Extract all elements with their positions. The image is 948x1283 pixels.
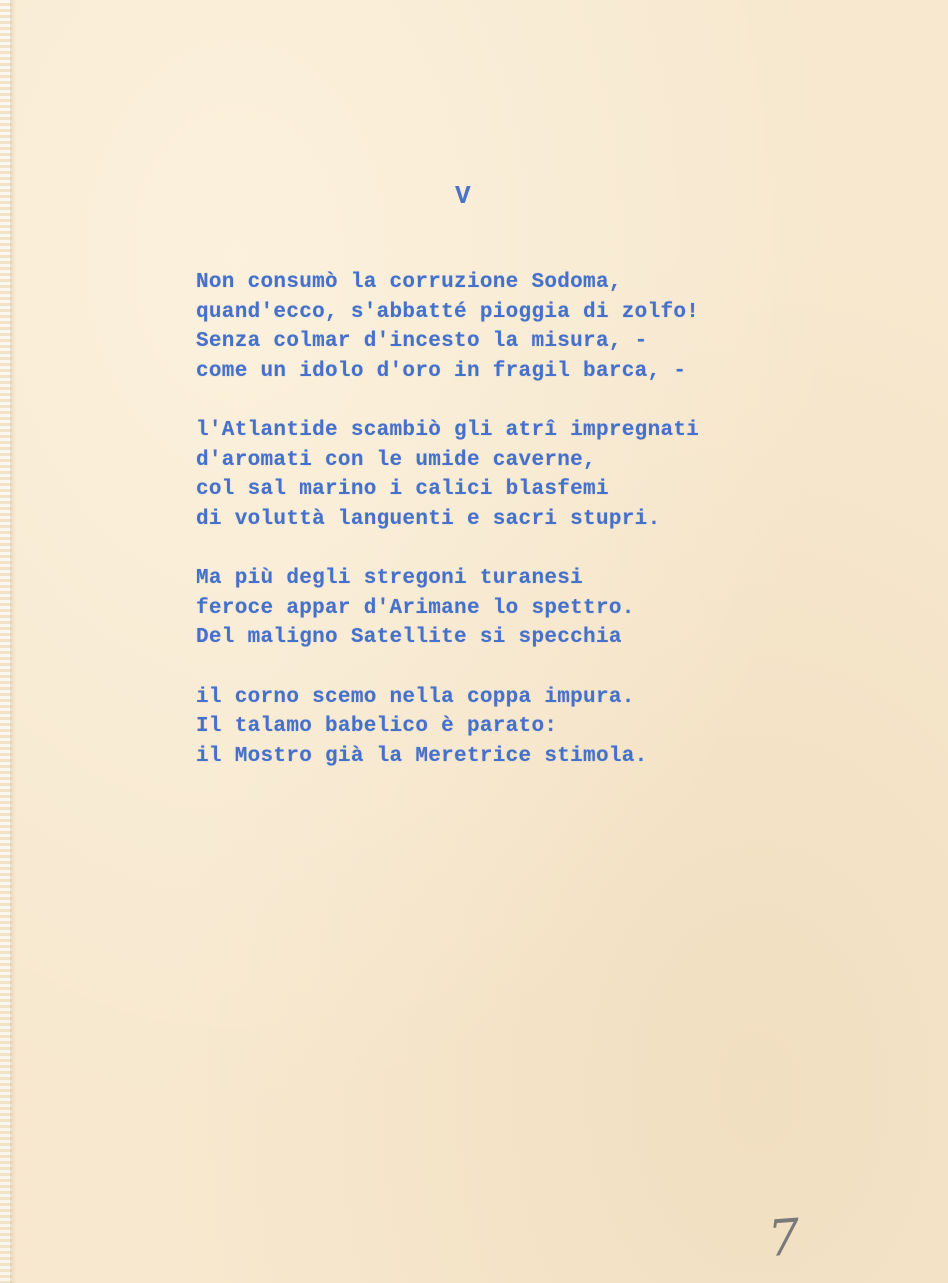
poem-line: Del maligno Satellite si specchia <box>196 626 622 649</box>
poem-line: d'aromati con le umide caverne, <box>196 448 596 472</box>
poem-line: quand'ecco, s'abbatté pioggia di zolfo! <box>196 300 700 324</box>
poem-line: come un idolo d'oro in fragil barca, - <box>196 359 687 383</box>
poem-line: il corno scemo nella coppa impura. <box>196 685 635 709</box>
poem-line: il Mostro già la Meretrice stimola. <box>196 744 648 768</box>
poem-line: col sal marino i calici blasfemi <box>196 478 609 501</box>
section-title: V <box>455 181 471 211</box>
poem-line: Il talamo babelico è parato: <box>196 715 558 738</box>
poem-body <box>196 268 836 801</box>
handwritten-page-number: 7 <box>766 1207 802 1269</box>
poem-line: l'Atlantide scambiò gli atrî impregnati <box>196 419 700 442</box>
poem-line: feroce appar d'Arimane lo spettro. <box>196 596 635 620</box>
stanza-3 <box>196 564 836 653</box>
poem-line: di voluttà languenti e sacri stupri. <box>196 507 661 531</box>
edge-shadow <box>10 0 16 1283</box>
stanza-1 <box>196 268 836 386</box>
stanza-2 <box>196 416 836 534</box>
poem-line: Non consumò la corruzione Sodoma, <box>196 271 622 294</box>
poem-line: Ma più degli stregoni turanesi <box>196 567 584 590</box>
poem-line: Senza colmar d'incesto la misura, - <box>196 330 648 353</box>
stanza-4 <box>196 683 836 772</box>
